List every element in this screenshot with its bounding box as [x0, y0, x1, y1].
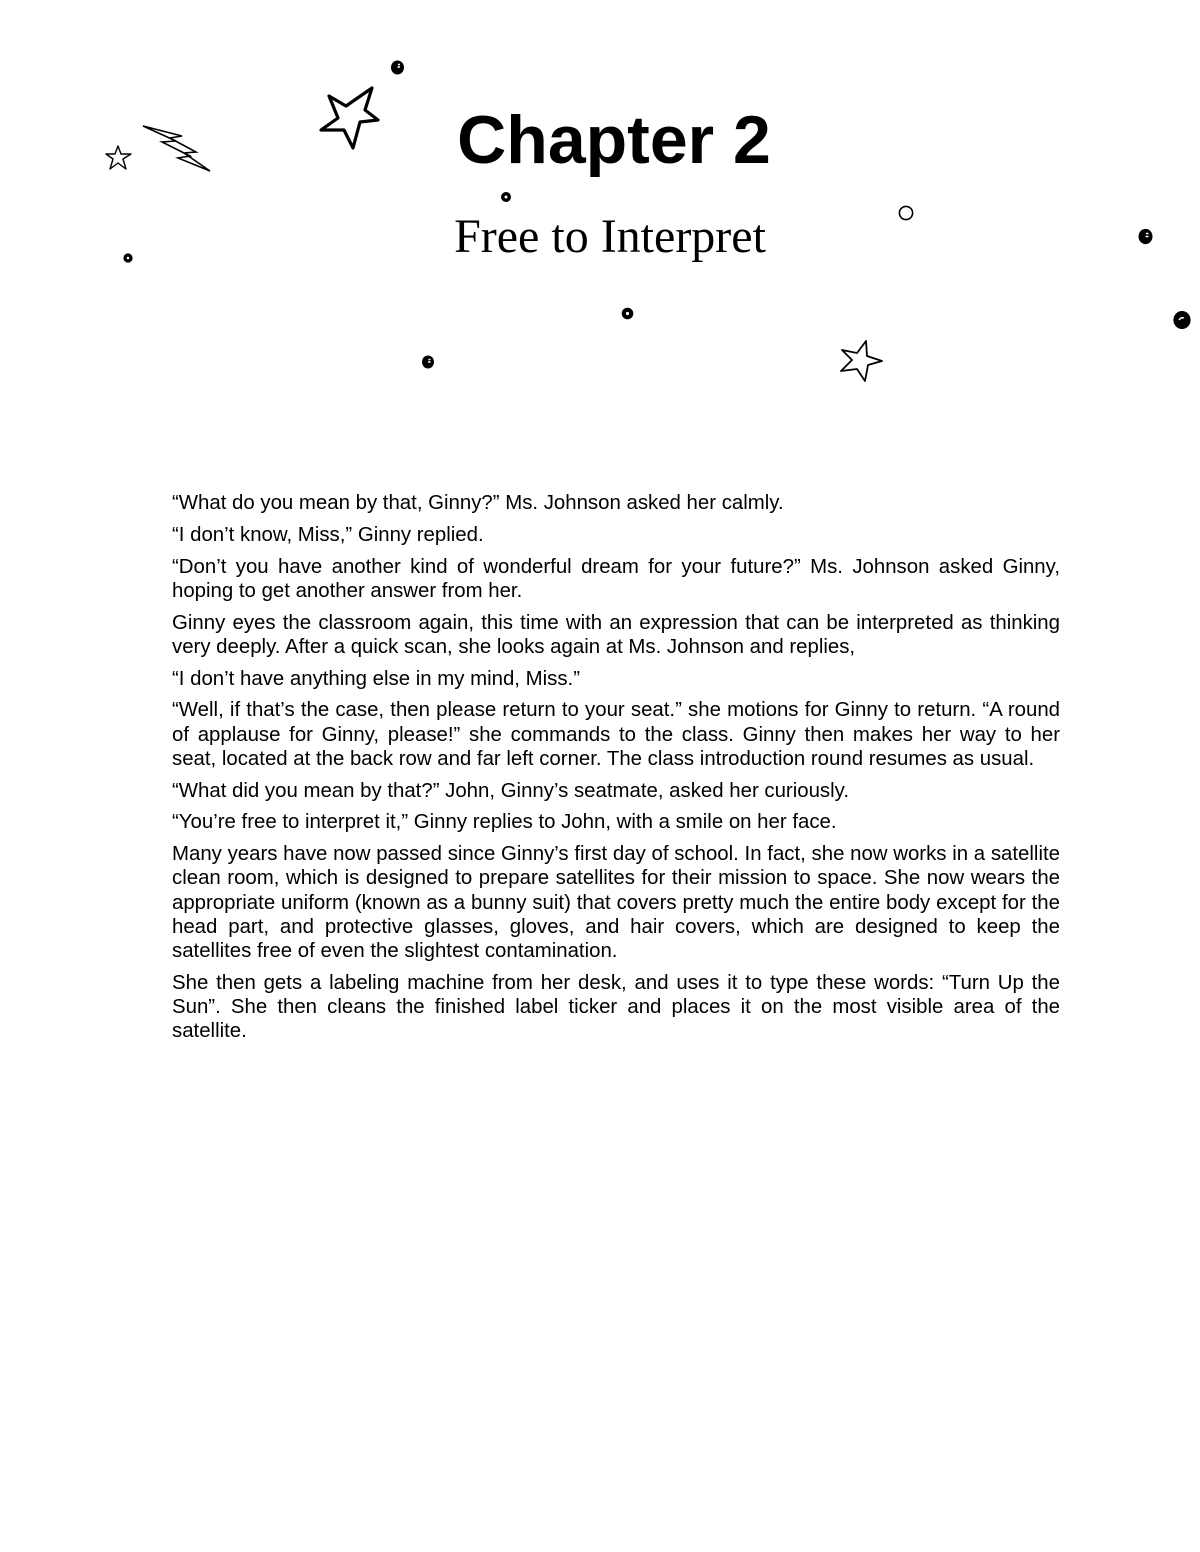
paragraph: She then gets a labeling machine from her desk, and uses it to type these words: “Turn Up the Sun”. She then cleans the finished label ticker and places it on the most visible area of the satellite. — [172, 971, 1060, 1043]
paragraph: “I don’t know, Miss,” Ginny replied. — [172, 523, 484, 546]
paragraph: “Well, if that’s the case, then please return to your seat.” she motions for Ginny to return. “A round of applause for Ginny, please!” she commands to the class. Ginny then makes her way to her seat, located at the back row and far left corner. The class introduction round resumes as usual. — [172, 699, 1060, 770]
chapter-subtitle: Free to Interpret — [454, 210, 766, 263]
dot-icon — [499, 190, 513, 204]
paragraph: Many years have now passed since Ginny’s first day of school. In fact, she now works in a satellite clean room, which is designed to prepare satellites for their mission to space. She now wears the appropriate uniform (known as a bunny suit) that covers pretty much the entire body except for the head part, and protective glasses, gloves, and hair covers, which are designed to keep the satellites free of even the slightest contamination. — [172, 843, 1060, 962]
paragraph: “I don’t have anything else in my mind, Miss.” — [172, 667, 580, 690]
paragraph: “You’re free to interpret it,” Ginny replies to John, with a smile on her face. — [172, 811, 837, 834]
paragraph: “Don’t you have another kind of wonderful dream for your future?” Ms. Johnson asked Ginny, hoping to get another answer from her. — [172, 555, 1060, 602]
dot-icon — [1171, 309, 1193, 331]
paragraph: Ginny eyes the classroom again, this time with an expression that can be interpreted as thinking very deeply. After a quick scan, she looks again at Ms. Johnson and replies, — [172, 611, 1060, 658]
paragraph: “What do you mean by that, Ginny?” Ms. Johnson asked her calmly. — [172, 492, 784, 514]
medium-star-icon — [838, 338, 886, 384]
dot-icon — [389, 59, 406, 76]
paragraph: “What did you mean by that?” John, Ginny’s seatmate, asked her curiously. — [172, 779, 850, 802]
chapter-body — [172, 491, 1060, 1051]
dot-icon — [420, 354, 436, 370]
chapter-title: Chapter 2 — [457, 102, 771, 178]
dot-icon — [972, 0, 990, 4]
dot-icon — [620, 306, 635, 321]
